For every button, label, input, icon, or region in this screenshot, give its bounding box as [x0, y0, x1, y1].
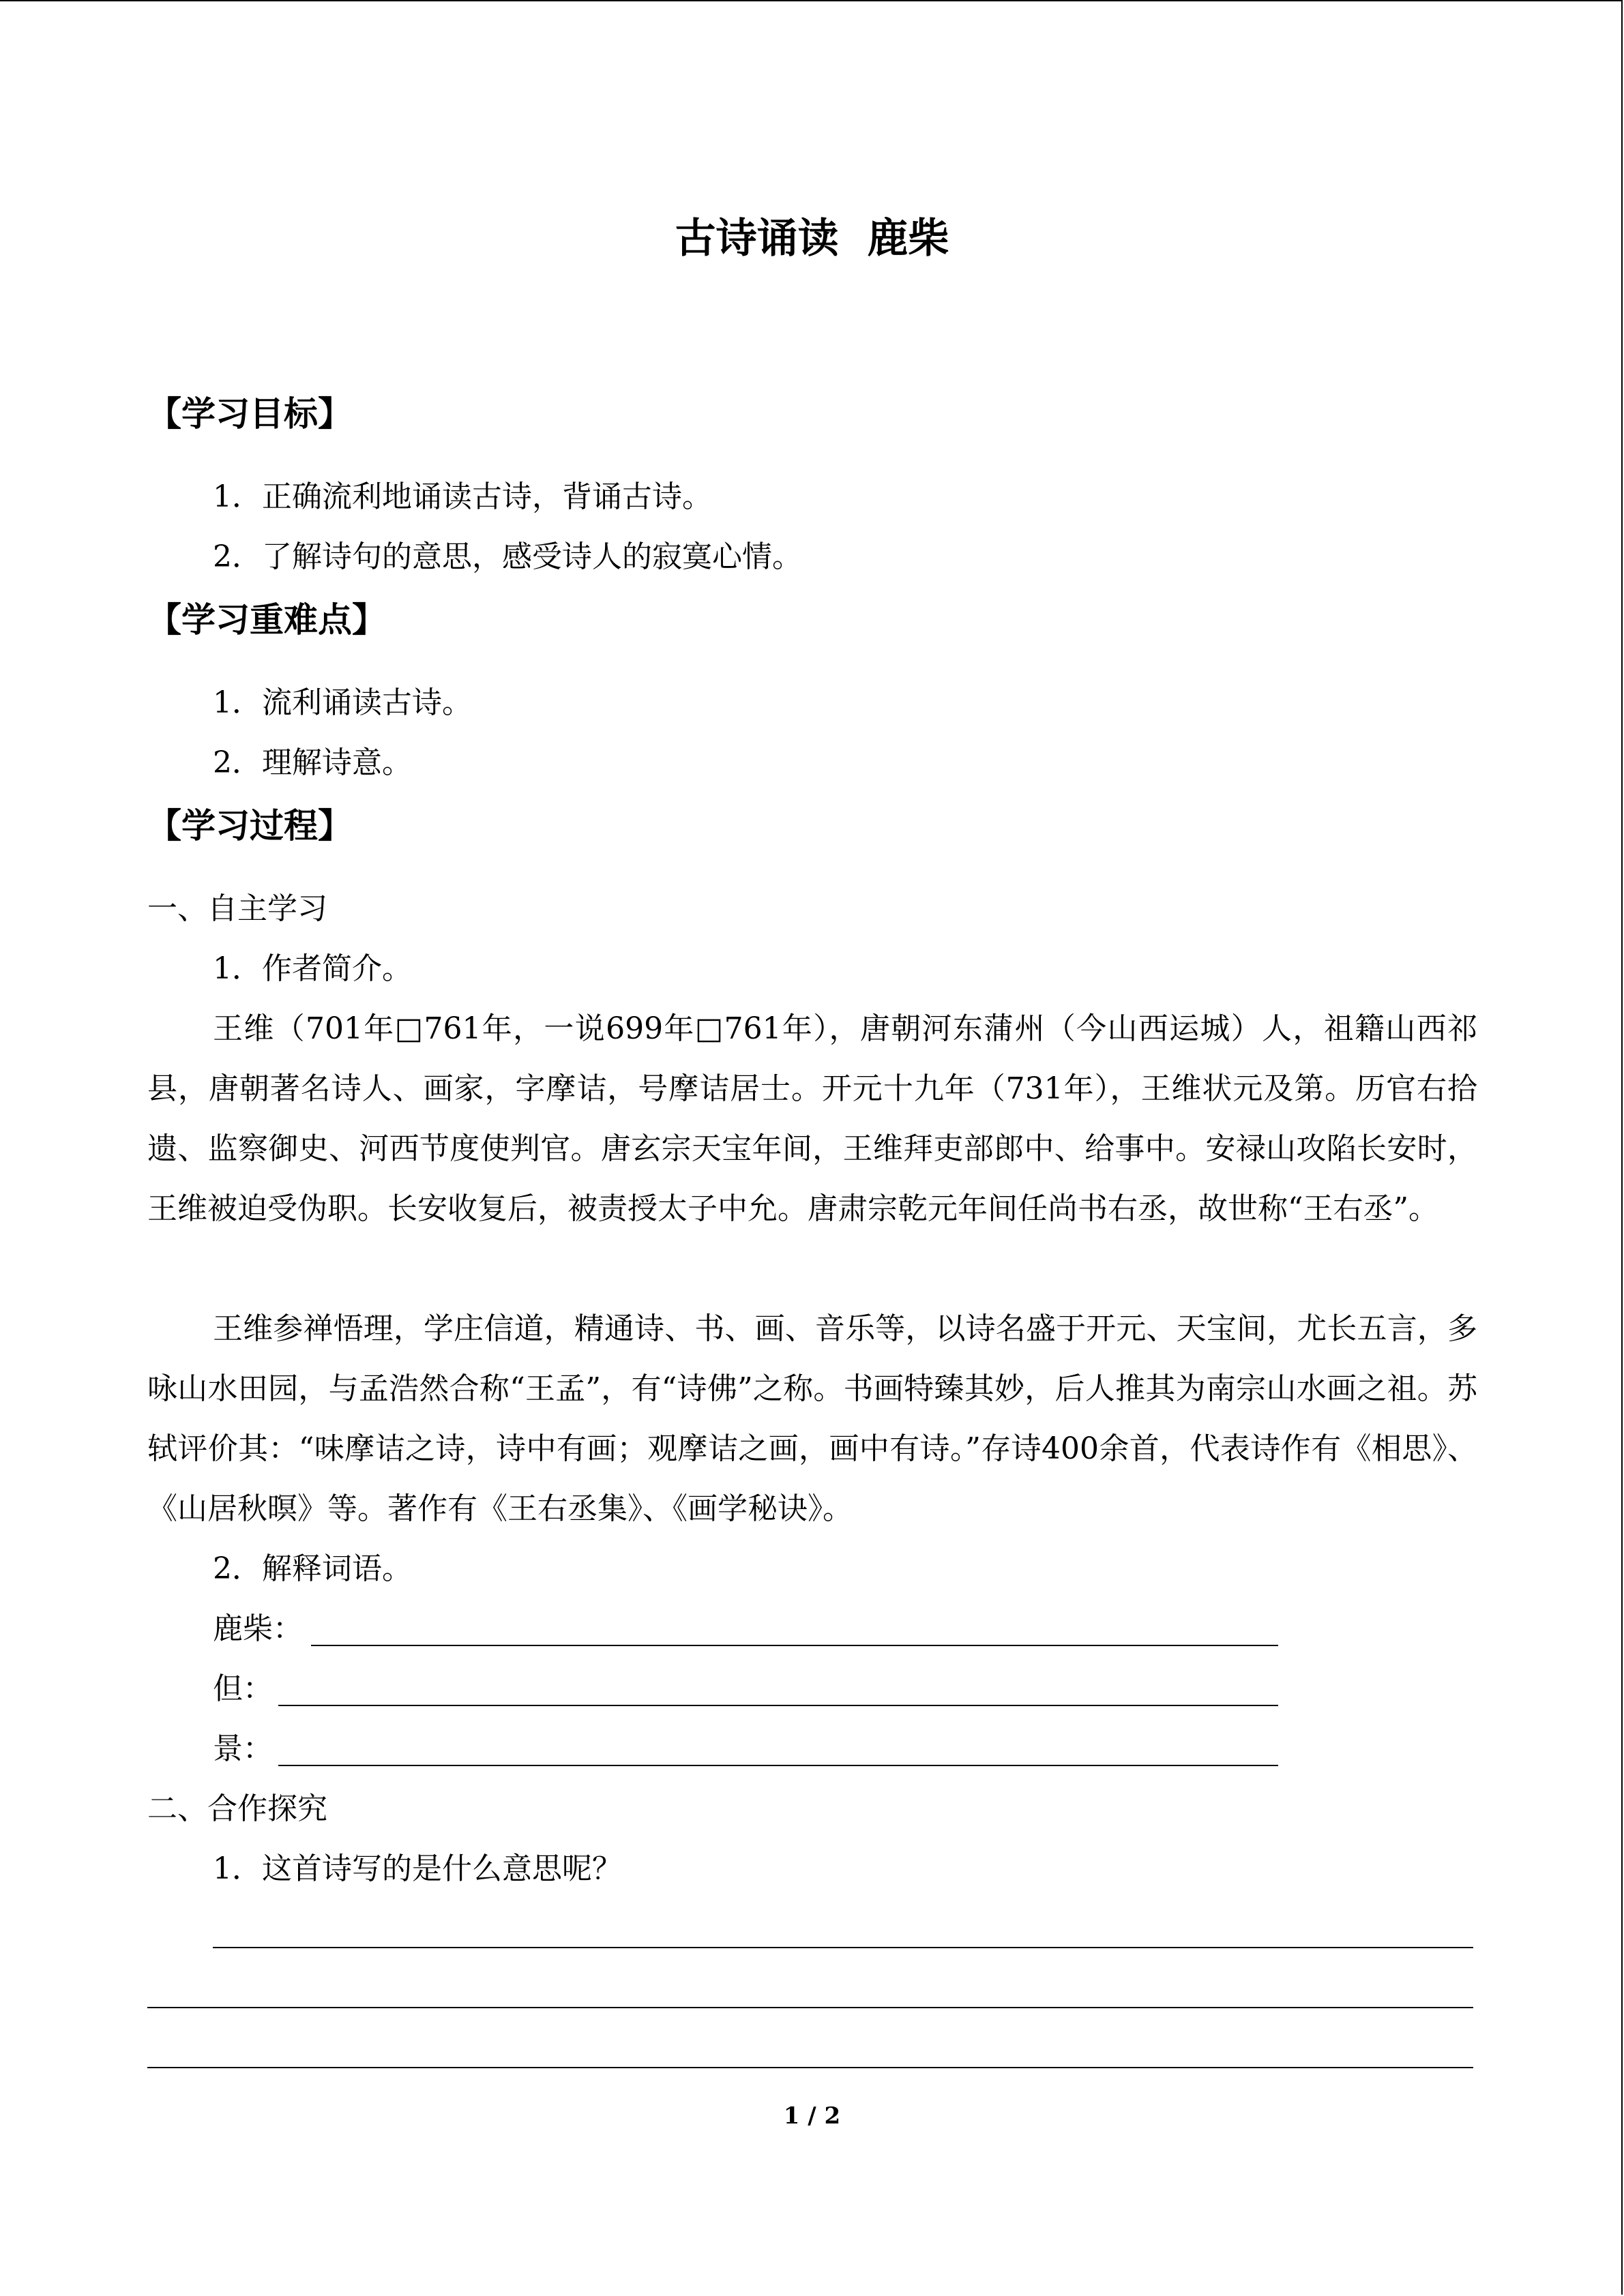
key-point-item-1: 1．流利诵读古诗。 [213, 685, 472, 720]
vocab-title: 2．解释词语。 [213, 1551, 412, 1586]
vocab-term-2: 但： [213, 1671, 273, 1706]
part2-question-1: 1．这首诗写的是什么意思呢？ [213, 1851, 622, 1886]
part2-title: 二、合作探究 [147, 1791, 327, 1826]
goal-item-2: 2．了解诗句的意思，感受诗人的寂寞心情。 [213, 539, 802, 574]
vocab-term-1: 鹿柴： [213, 1611, 303, 1646]
part1-title: 一、自主学习 [147, 891, 327, 926]
vocab-answer-line-3[interactable] [278, 1765, 1278, 1766]
author-bio-paragraph-1: 王维（701年□761年，一说699年□761年），唐朝河东蒲州（今山西运城）人，祖籍山西祁县，唐朝著名诗人、画家，字摩诘，号摩诘居士。开元十九年（731年），王维状元及第。历官右拾遗、监察御史、河西节度使判官。唐玄宗天宝年间，王维拜吏部郎中、给事中。安禄山攻陷长安时，王维被迫受伪职。长安收复后，被责授太子中允。唐肃宗乾元年间任尚书右丞，故世称“王右丞”。 [147, 1011, 1477, 1226]
author-bio-paragraph-2: 王维参禅悟理，学庄信道，精通诗、书、画、音乐等，以诗名盛于开元、天宝间，尤长五言，多咏山水田园，与孟浩然合称“王孟”，有“诗佛”之称。书画特臻其妙，后人推其为南宗山水画之祖。苏轼评价其：“味摩诘之诗，诗中有画；观摩诘之画，画中有诗。”存诗400余首，代表诗作有《相思》、《山居秋暝》等。著作有《王右丞集》、《画学秘诀》。 [147, 1311, 1477, 1526]
vocab-term-3: 景： [213, 1731, 273, 1766]
goal-item-1: 1．正确流利地诵读古诗，背诵古诗。 [213, 479, 712, 514]
section-heading-goals: 【学习目标】 [147, 393, 352, 434]
answer-line-2[interactable] [147, 2007, 1473, 2008]
vocab-answer-line-2[interactable] [278, 1705, 1278, 1706]
answer-line-3[interactable] [147, 2067, 1473, 2068]
page-title: 古诗诵读 鹿柴 [675, 215, 949, 263]
author-intro-title: 1．作者简介。 [213, 951, 412, 986]
vocab-answer-line-1[interactable] [311, 1645, 1278, 1646]
section-heading-key-points: 【学习重难点】 [147, 599, 386, 640]
answer-line-1[interactable] [213, 1947, 1473, 1948]
section-heading-process: 【学习过程】 [147, 805, 352, 846]
page-number: 1 / 2 [783, 2102, 841, 2130]
key-point-item-2: 2．理解诗意。 [213, 745, 412, 780]
